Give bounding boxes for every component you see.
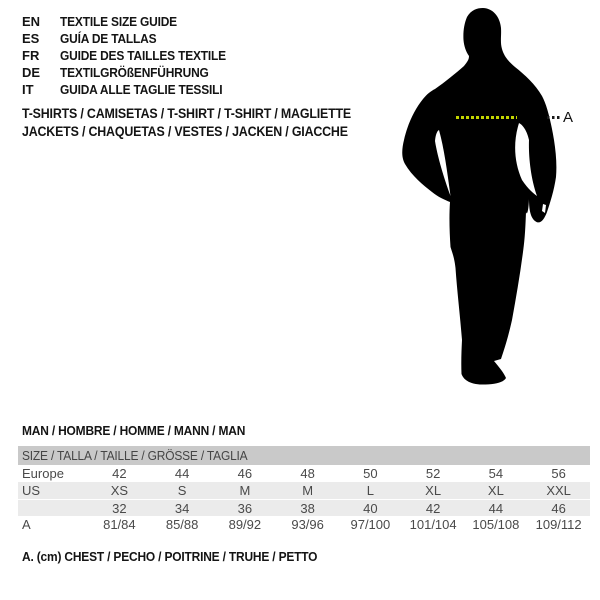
- table-cell: 44: [488, 500, 504, 516]
- language-label: GUIDA ALLE TAGLIE TESSILI: [60, 82, 223, 97]
- table-cell: XXL: [546, 483, 571, 498]
- table-cell: 38: [300, 500, 315, 516]
- table-cell: 81/84: [103, 517, 136, 532]
- table-cell: L: [366, 483, 374, 498]
- table-cell: 46: [237, 466, 253, 481]
- table-cell: 36: [237, 500, 253, 516]
- table-cell: 89/92: [228, 517, 262, 532]
- table-cell: 42: [425, 500, 441, 516]
- table-cell: M: [302, 483, 314, 498]
- language-label: GUÍA DE TALLAS: [60, 31, 157, 46]
- table-cell: 97/100: [350, 517, 391, 532]
- category-jackets: JACKETS / CHAQUETAS / VESTES / JACKEN / GIACCHE: [22, 124, 348, 139]
- row-label: A: [22, 517, 31, 532]
- table-cell: M: [239, 483, 251, 498]
- table-cell: 85/88: [165, 517, 199, 532]
- language-code: IT: [22, 82, 34, 97]
- chest-measure-dash-pointer: [547, 116, 560, 119]
- table-cell: S: [177, 483, 187, 498]
- table-cell: 34: [174, 500, 190, 516]
- size-table-header: [18, 446, 590, 465]
- table-cell: XL: [425, 483, 442, 498]
- size-table: [18, 446, 590, 533]
- table-cell: 46: [551, 500, 566, 516]
- table-cell: 52: [425, 466, 441, 481]
- footnote-chest-measure: A. (cm) CHEST / PECHO / POITRINE / TRUHE / PETTO: [22, 549, 318, 564]
- table-cell: 40: [363, 500, 378, 516]
- table-cell: 32: [112, 500, 127, 516]
- table-row-uk-sizes: [18, 499, 590, 516]
- language-code: ES: [22, 31, 40, 46]
- row-label: Europe: [22, 466, 64, 481]
- category-tshirts: T-SHIRTS / CAMISETAS / T-SHIRT / T-SHIRT / MAGLIETTE: [22, 106, 352, 121]
- table-cell: XL: [487, 483, 504, 498]
- language-label: TEXTILGRÖßENFÜHRUNG: [60, 65, 209, 80]
- chest-measure-dash-on-body: [456, 116, 517, 119]
- table-cell: 56: [551, 466, 566, 481]
- language-code: EN: [22, 14, 41, 29]
- table-cell: 54: [488, 466, 504, 481]
- table-cell: 109/112: [535, 517, 582, 532]
- table-cell: 42: [112, 466, 127, 481]
- table-cell: 44: [174, 466, 190, 481]
- table-cell: 105/108: [472, 517, 520, 532]
- table-cell: 101/104: [409, 517, 457, 532]
- language-label: TEXTILE SIZE GUIDE: [60, 14, 177, 29]
- measure-label-a: A: [563, 109, 574, 126]
- table-row-europe: [18, 465, 590, 482]
- table-row-us: [18, 482, 590, 499]
- table-row-chest-a: [18, 516, 590, 533]
- language-code: FR: [22, 48, 40, 63]
- section-title-man: MAN / HOMBRE / HOMME / MANN / MAN: [22, 423, 246, 438]
- row-label: US: [22, 483, 41, 498]
- table-cell: 93/96: [291, 517, 324, 532]
- size-table-header-label: SIZE / TALLA / TAILLE / GRÖSSE / TAGLIA: [22, 448, 248, 463]
- table-cell: 48: [300, 466, 315, 481]
- table-cell: XS: [110, 483, 129, 498]
- table-cell: 50: [363, 466, 378, 481]
- language-code: DE: [22, 65, 41, 80]
- language-label: GUIDE DES TAILLES TEXTILE: [60, 48, 226, 63]
